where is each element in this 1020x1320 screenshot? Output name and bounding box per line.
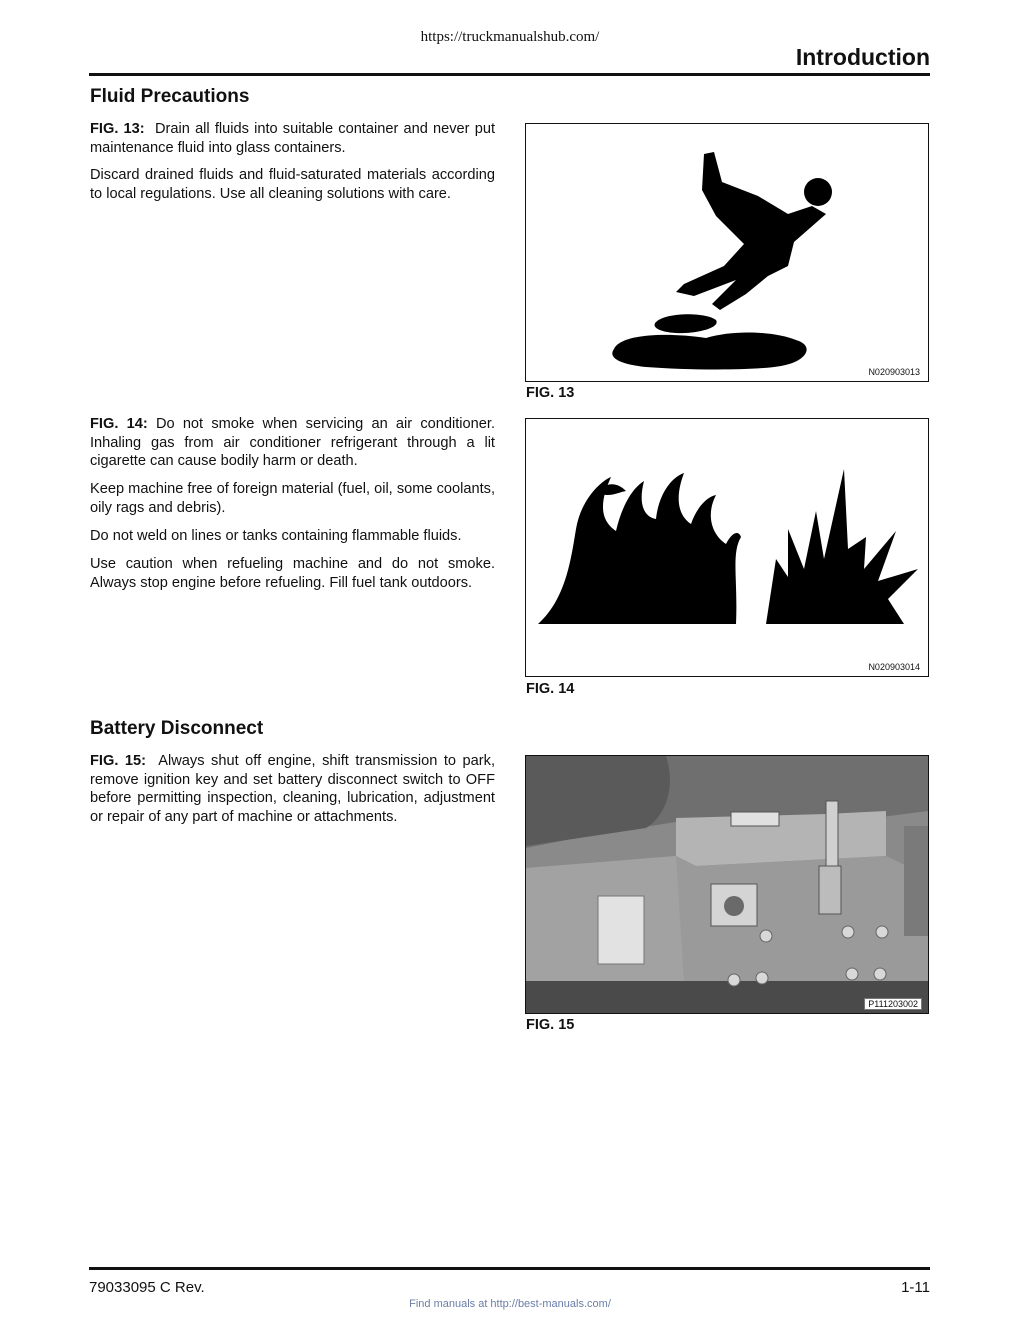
refuel-paragraph: Use caution when refueling machine and do not smoke. Always stop engine before refueling. Fill fuel tank outdoors. bbox=[90, 556, 495, 591]
fig14-text: Do not smoke when servicing an air conditioner. Inhaling gas from air conditioner refrigerant through a lit cigarette can cause bodily harm or death. bbox=[90, 416, 496, 470]
header-url: https://truckmanualshub.com/ bbox=[420, 29, 600, 45]
discard-paragraph: Discard drained fluids and fluid-saturated materials according to local regulations. Use all cleaning solutions with care. bbox=[90, 167, 495, 202]
page-number: 1-11 bbox=[901, 1279, 930, 1296]
manuals-link[interactable]: Find manuals at http://best-manuals.com/ bbox=[409, 1298, 611, 1310]
fig15-text: Always shut off engine, shift transmission to park, remove ignition key and set battery disconnect switch to OFF before permitting inspection, cleaning, lubrication, adjustment or repair of any part of machine or attachments. bbox=[90, 753, 496, 825]
fig14-ref: FIG. 14: bbox=[90, 416, 148, 432]
explosion-icon bbox=[766, 469, 918, 624]
fig15-paragraph bbox=[90, 752, 495, 826]
fig14-caption: FIG. 14 bbox=[526, 681, 575, 697]
fig15-ref: FIG. 15: bbox=[90, 753, 147, 769]
foreign-material-paragraph: Keep machine free of foreign material (fuel, oil, some coolants, oily rags and debris). bbox=[90, 481, 495, 516]
footer-rule bbox=[89, 1267, 930, 1270]
fig14-code: N020903014 bbox=[868, 662, 920, 672]
fig14-image bbox=[525, 418, 929, 677]
fire-icon bbox=[538, 473, 741, 624]
fig15-code: P111203002 bbox=[864, 998, 922, 1010]
fig13-ref: FIG. 13: bbox=[90, 121, 145, 137]
fig13-paragraph bbox=[90, 120, 495, 157]
header-rule bbox=[89, 73, 930, 76]
fig13-caption: FIG. 13 bbox=[526, 385, 575, 401]
fig14-paragraph bbox=[90, 415, 495, 471]
slip-hazard-icon bbox=[526, 124, 928, 381]
battery-disconnect-heading: Battery Disconnect bbox=[90, 718, 264, 739]
section-title: Introduction bbox=[795, 44, 930, 70]
battery-disconnect-photo bbox=[526, 756, 928, 1013]
document-number: 79033095 C Rev. bbox=[89, 1279, 205, 1296]
fig13-code: N020903013 bbox=[868, 367, 920, 377]
fig13-image bbox=[525, 123, 929, 382]
fig13-text: Drain all fluids into suitable container and never put maintenance fluid into glass containers. bbox=[90, 121, 495, 156]
fluid-precautions-heading: Fluid Precautions bbox=[90, 86, 250, 107]
fig15-caption: FIG. 15 bbox=[526, 1017, 575, 1033]
weld-paragraph: Do not weld on lines or tanks containing flammable fluids. bbox=[90, 528, 462, 544]
fig15-image bbox=[525, 755, 929, 1014]
